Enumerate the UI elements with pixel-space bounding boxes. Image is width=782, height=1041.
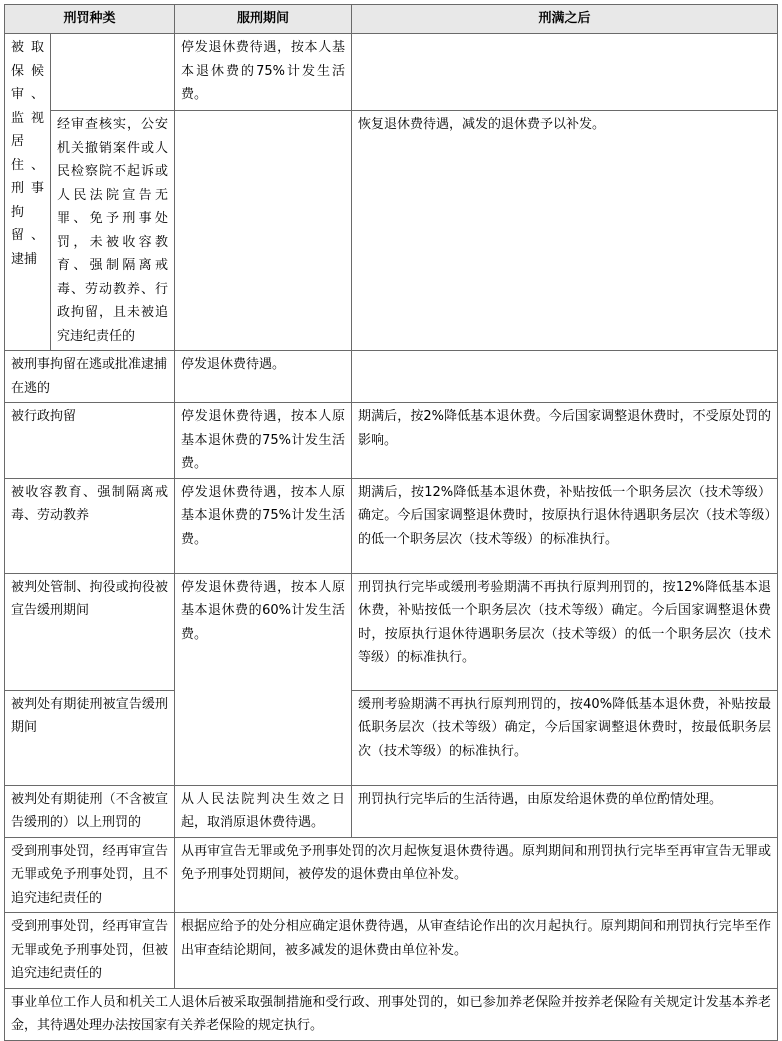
row-merged-treatment: 根据应给予的处分相应确定退休费待遇，从审查结论作出的次月起执行。原判期间和刑罚执行完毕至作出审查结论期间，被多减发的退休费由单位补发。 — [175, 913, 778, 989]
table-row — [5, 573, 778, 690]
table-row — [5, 913, 778, 989]
row-during: 停发退休费待遇，按本人原基本退休费的75%计发生活费。 — [175, 403, 352, 479]
row-after — [352, 34, 778, 111]
header-penalty-type: 刑罚种类 — [5, 5, 175, 34]
footer-note: 事业单位工作人员和机关工人退休后被采取强制措施和受行政、刑事处罚的，如已参加养老保险并按养老保险有关规定计发基本养老金，其待遇处理办法按国家有关养老保险的规定执行。 — [5, 988, 778, 1040]
row-after: 期满后，按2%降低基本退休费。今后国家调整退休费时，不受原处罚的影响。 — [352, 403, 778, 479]
table-row — [5, 478, 778, 573]
row-subcategory: 经审查核实，公安机关撤销案件或人民检察院不起诉或人民法院宣告无罪、免予刑事处罚，未被收容教育、强制隔离戒毒、劳动教养、行政拘留，且未被追究违纪责任的 — [51, 111, 175, 351]
penalty-retirement-table — [4, 4, 778, 1041]
row-after — [352, 351, 778, 403]
table-row — [5, 34, 778, 111]
row-during: 停发退休费待遇。 — [175, 351, 352, 403]
row-merged-treatment: 从再审宣告无罪或免予刑事处罚的次月起恢复退休费待遇。原判期间和刑罚执行完毕至再审宣告无罪或免予刑事处罚期间，被停发的退休费由单位补发。 — [175, 837, 778, 913]
table-row — [5, 690, 778, 785]
row-after: 缓刑考验期满不再执行原判刑罚的，按40%降低基本退休费，补贴按最低职务层次（技术等级）确定，今后国家调整退休费时，按最低职务层次（技术等级）的标准执行。 — [352, 690, 778, 785]
row-category: 被判处有期徒刑（不含被宣告缓刑的）以上刑罚的 — [5, 785, 175, 837]
table-footer-row — [5, 988, 778, 1040]
row-category: 被刑事拘留在逃或批准逮捕在逃的 — [5, 351, 175, 403]
row-during: 停发退休费待遇，按本人原基本退休费的60%计发生活费。 — [175, 573, 352, 785]
header-during-sentence: 服刑期间 — [175, 5, 352, 34]
table-row — [5, 837, 778, 913]
row-category: 被收容教育、强制隔离戒毒、劳动教养 — [5, 478, 175, 573]
row-category: 受到刑事处罚，经再审宣告无罪或免予刑事处罚，且不追究违纪责任的 — [5, 837, 175, 913]
row-category: 被判处管制、拘役或拘役被宣告缓刑期间 — [5, 573, 175, 690]
row-category: 被取保候审、监视居住、刑事拘留、逮捕 — [5, 34, 51, 351]
table-row — [5, 351, 778, 403]
table-row — [5, 403, 778, 479]
row-during — [175, 111, 352, 351]
header-after-sentence: 刑满之后 — [352, 5, 778, 34]
table-row — [5, 111, 778, 351]
row-during: 从人民法院判决生效之日起，取消原退休费待遇。 — [175, 785, 352, 837]
row-category: 被行政拘留 — [5, 403, 175, 479]
row-during: 停发退休费待遇，按本人基本退休费的75%计发生活费。 — [175, 34, 352, 111]
row-after: 刑罚执行完毕或缓刑考验期满不再执行原判刑罚的，按12%降低基本退休费，补贴按低一个职务层次（技术等级）确定。今后国家调整退休费时，按原执行退休待遇职务层次（技术等级）的低一个职务层次（技术等级）的标准执行。 — [352, 573, 778, 690]
row-category-sub-empty — [51, 34, 175, 111]
row-after: 刑罚执行完毕后的生活待遇，由原发给退休费的单位酌情处理。 — [352, 785, 778, 837]
table-header-row — [5, 5, 778, 34]
row-category: 受到刑事处罚，经再审宣告无罪或免予刑事处罚，但被追究违纪责任的 — [5, 913, 175, 989]
row-during: 停发退休费待遇，按本人原基本退休费的75%计发生活费。 — [175, 478, 352, 573]
table-row — [5, 785, 778, 837]
row-category: 被判处有期徒刑被宣告缓刑期间 — [5, 690, 175, 785]
row-after: 恢复退休费待遇，减发的退休费予以补发。 — [352, 111, 778, 351]
row-after: 期满后，按12%降低基本退休费，补贴按低一个职务层次（技术等级）确定。今后国家调整退休费时，按原执行退休待遇职务层次（技术等级）的低一个职务层次（技术等级）的标准执行。 — [352, 478, 778, 573]
